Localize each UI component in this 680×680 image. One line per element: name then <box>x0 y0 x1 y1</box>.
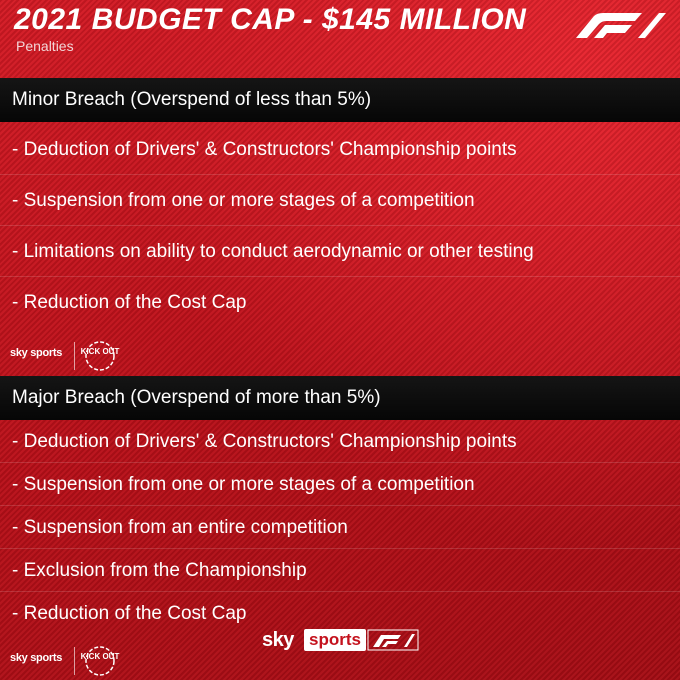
sky-sports-badge-icon: sky sports <box>10 652 63 664</box>
kick-it-out-logo-icon <box>80 645 120 677</box>
svg-text:KICK OUT: KICK OUT <box>80 347 120 356</box>
mini-f1-icon <box>368 630 418 650</box>
major-breach-heading: Major Breach (Overspend of more than 5%) <box>0 376 680 420</box>
brand-divider <box>74 342 75 370</box>
brand-row-bottom <box>10 645 130 675</box>
minor-breach-list <box>0 124 680 328</box>
major-breach-list <box>0 420 680 635</box>
brand-row-top <box>10 340 130 370</box>
list-item: - Suspension from one or more stages of a competition <box>0 175 680 226</box>
sports-word: sports <box>304 629 366 651</box>
svg-text:KICK OUT: KICK OUT <box>80 652 120 661</box>
list-item: - Reduction of the Cost Cap <box>12 603 247 624</box>
list-item: - Deduction of Drivers' & Constructors' Championship points <box>0 124 680 175</box>
f1-logo-icon <box>572 10 668 40</box>
page-title: 2021 BUDGET CAP - $145 MILLION <box>14 3 527 36</box>
kick-it-out-logo-icon <box>80 340 120 372</box>
sky-word: sky <box>262 629 294 651</box>
header <box>0 0 680 70</box>
list-item: - Reduction of the Cost Cap <box>12 292 247 313</box>
list-item: - Exclusion from the Championship <box>0 549 680 592</box>
minor-breach-heading: Minor Breach (Overspend of less than 5%) <box>0 78 680 122</box>
list-item: - Deduction of Drivers' & Constructors' Championship points <box>0 420 680 463</box>
list-item: - Limitations on ability to conduct aerodynamic or other testing <box>0 226 680 277</box>
brand-divider <box>74 647 75 675</box>
list-item: - Suspension from an entire competition <box>0 506 680 549</box>
list-item: - Suspension from one or more stages of a competition <box>0 463 680 506</box>
sky-sports-badge-icon: sky sports <box>10 347 63 359</box>
sky-sports-f1-logo-icon <box>262 627 422 653</box>
page-subtitle: Penalties <box>16 38 74 54</box>
